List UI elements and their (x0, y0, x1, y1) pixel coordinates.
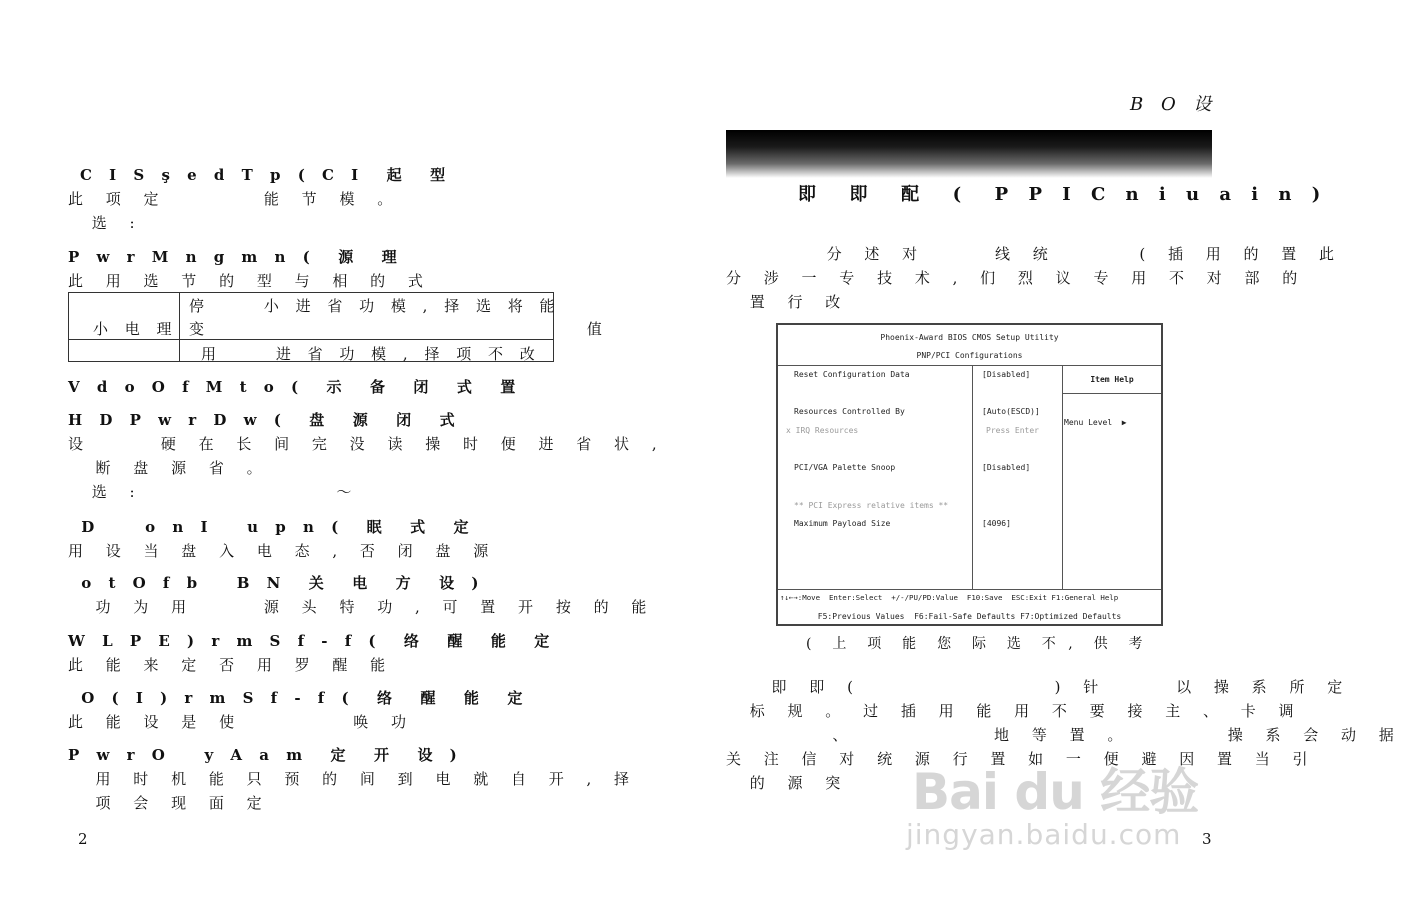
bios-item-label: x IRQ Resources (786, 426, 859, 435)
table-cell: 用 进 省 功 模 , 择 项 不 改 (201, 345, 541, 363)
body-text: 选 : (78, 214, 144, 232)
bios-item-value: [4096] (982, 519, 1011, 528)
body-text: 此 能 设 是 使 唤 功 (68, 713, 415, 731)
bios-item-value: [Disabled] (982, 370, 1031, 379)
body-text: 此 用 选 节 的 型 与 相 的 式 (68, 272, 432, 290)
body-text: 用 设 当 盘 入 电 态 , 否 闭 盘 源 (68, 542, 498, 560)
body-text: 分 涉 一 专 技 术 , 们 烈 议 专 用 不 对 部 的 (726, 269, 1307, 287)
section-heading: C I S ş e d T p ( C I 起 型 (80, 166, 452, 184)
figure-caption: ( 上 项 能 您 际 选 不 , 供 考 (806, 636, 1147, 652)
bios-item-value: Press Enter (986, 426, 1039, 435)
body-text: 即 即 ( ) 针 以 操 系 所 定 (744, 678, 1352, 696)
section-heading: V d o O f M t o ( 示 备 闭 式 置 (68, 378, 522, 396)
bios-footer-keys: ↑↓←→:Move Enter:Select +/-/PU/PD:Value F10:Save ESC:Exit F1:General Help (780, 593, 1119, 602)
watermark-url: jingyan.baidu.com (906, 818, 1182, 851)
table-row-label: 小 电 理 (93, 320, 178, 338)
page-header: B O 设 (1130, 94, 1218, 115)
body-text: 置 行 改 (736, 293, 850, 311)
body-text: 项 会 现 面 定 (68, 794, 271, 812)
body-text: 功 为 用 源 头 特 功 , 可 置 开 按 的 能 (68, 598, 656, 616)
body-text: 分 述 对 线 统 ( 插 用 的 置 此 (744, 245, 1344, 263)
bios-help-title: Item Help (1090, 375, 1134, 384)
bios-item-label: Reset Configuration Data (794, 370, 910, 379)
body-text: 的 源 突 (736, 774, 850, 792)
title-gradient-bar (726, 130, 1212, 178)
bios-item-label: PCI/VGA Palette Snoop (794, 463, 896, 472)
bios-item-value: [Disabled] (982, 463, 1031, 472)
bios-footer-defaults: F5:Previous Values F6:Fail-Safe Defaults F7:Optimized Defaults (817, 612, 1122, 621)
table-cell: 停 小 进 省 功 模 , 择 选 将 能 (189, 297, 561, 315)
section-heading: o t O f b B N 关 电 方 设 ) (70, 574, 485, 592)
section-heading: D o n I u p n ( 眠 式 定 (70, 518, 475, 536)
section-heading: H D P w r D w ( 盘 源 闭 式 (68, 411, 461, 429)
bios-item-label: Maximum Payload Size (794, 519, 891, 528)
body-text: 断 盘 源 省 。 (68, 459, 271, 477)
page-number-right: 3 (1202, 830, 1212, 848)
body-text: 设 硬 在 长 间 完 没 读 操 时 便 进 省 状 , (68, 435, 666, 453)
section-heading: P w r M n g m n ( 源 理 (68, 248, 403, 266)
baidu-logo-watermark: Bai du 经验 (912, 763, 1199, 821)
table-cell: 变 值 (189, 320, 608, 338)
section-heading: W L P E ) r m S f - f ( 络 醒 能 定 (68, 632, 556, 650)
body-text: 此 能 来 定 否 用 罗 醒 能 (68, 656, 395, 674)
section-heading: O ( I ) r m S f - f ( 络 醒 能 定 (70, 689, 529, 707)
section-heading: P w r O y A a m 定 开 设 ) (68, 746, 463, 764)
body-text: 此 项 定 能 节 模 。 (68, 190, 402, 208)
body-text: 、 地 等 置 。 操 系 会 动 据 (736, 726, 1403, 744)
chapter-title: 即 即 配 ( P P I C n i u a i n ) (798, 184, 1328, 205)
page-number-left: 2 (78, 830, 88, 848)
body-text: 标 规 。 过 插 用 能 用 不 要 接 主 、 卡 调 (736, 702, 1303, 720)
body-text: 选 : ～ (78, 483, 361, 501)
bios-screenshot (776, 323, 1163, 626)
bios-title: Phoenix-Award BIOS CMOS Setup Utility (880, 333, 1059, 342)
power-management-table (68, 292, 608, 363)
bios-subtitle: PNP/PCI Configurations (916, 351, 1023, 360)
bios-section-label: ** PCI Express relative items ** (794, 501, 949, 510)
body-text: 关 注 信 对 统 源 行 置 如 一 便 避 因 置 当 引 (726, 750, 1317, 768)
bios-help-text: Menu Level ▶ (1064, 418, 1127, 427)
body-text: 用 时 机 能 只 预 的 间 到 电 就 自 开 , 择 (68, 770, 639, 788)
bios-item-label: Resources Controlled By (794, 407, 905, 416)
bios-item-value: [Auto(ESCD)] (982, 407, 1040, 416)
